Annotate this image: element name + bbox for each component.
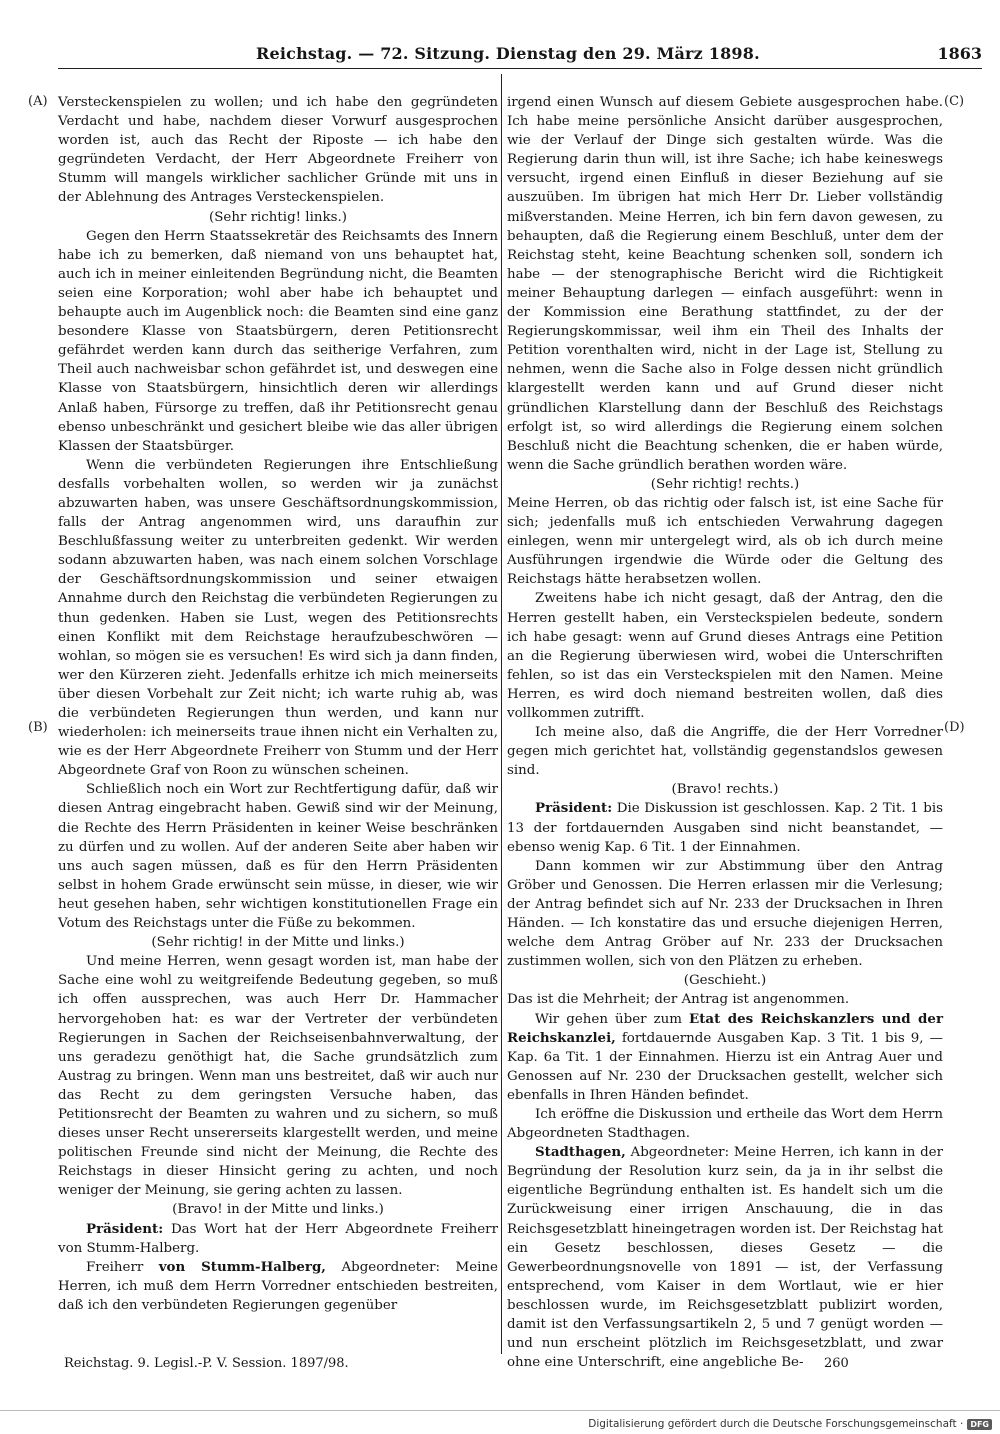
interjection: (Bravo! in der Mitte und links.) (172, 1202, 384, 1218)
signature-line: Reichstag. 9. Legisl.-P. V. Session. 1897/98. (64, 1356, 349, 1371)
dfg-logo: DFG (967, 1419, 992, 1430)
credit-rule (0, 1410, 1000, 1411)
speaker-name: von Stumm-Halberg, (158, 1258, 326, 1275)
margin-marker-d: (D) (944, 720, 965, 735)
speaker-title: Freiherr (86, 1259, 159, 1275)
speech-text: Abgeordneter: Meine Herren, ich kann in der Begründung der Resolution kurz sein, da ja in ihr selbst die eigentliche Begründung enthalten ist. Es handelt sich um die Zurückweisung einer irrigen Anschauung, die in das Reichsgesetzblatt hineingetragen worden ist. Der Reichstag hat ein Gesetz beschlossen, dieses Gesetz — die Gewerbeordnungsnovelle von 1891 — ist, der Verfassung entsprechend, vom Kaiser in dem Wortlaut, wie er hier beschlossen wurde, im Reichsgesetzblatt publizirt worden, damit ist den Verfassungsartikeln 2, 5 und 7 genügt worden — und nun erscheint plötzlich im Reichsgesetzblatt, und zwar ohne eine Unterschrift, eine angebliche Be- (507, 1145, 944, 1371)
page-title: Reichstag. — 72. Sitzung. Dienstag den 29. März 1898. (256, 44, 760, 63)
margin-marker-a: (A) (28, 94, 48, 109)
left-column (58, 93, 498, 1315)
paragraph: Gegen den Herrn Staatssekretär des Reichsamts des Innern habe ich zu bemerken, daß niemand von uns behauptet hat, auch ich in meiner einleitenden Begründung nicht, die Beamten seien eine Korporation; wohl aber habe ich behauptet und behaupte auch im Augenblick noch: die Beamten sind eine ganz besondere Klasse von Staatsbürgern, deren Petitionsrecht gefährdet werden kann durch das seitherige Verfahren, zum Theil auch nachweisbar schon gefährdet ist, und deswegen eine Klasse von Staatsbürgern, hinsichtlich deren wir allerdings Anlaß haben, Fürsorge zu treffen, daß ihr Petitionsrecht genau ebenso unbeschränkt und gesichert bleibe wie das aller übrigen Klassen der Staatsbürger. (58, 228, 498, 454)
credit-text: Digitalisierung gefördert durch die Deutsche Forschungsgemeinschaft · (588, 1418, 964, 1430)
paragraph: Wenn die verbündeten Regierungen ihre Entschließung desfalls vorbehalten wollen, so werden wir ja zunächst abzuwarten haben, was unsere Geschäftsordnungskommission, falls der Antrag angenommen wird, uns daraufhin zur Beschlußfassung weiter zu unterbreiten gedenkt. Wir werden sodann abzuwarten haben, was nach einem solchen Vorschlage der Geschäftsordnungskommission und seiner etwaigen Annahme durch den Reichstag die verbündeten Regierungen zu thun gedenken. Haben sie Lust, wegen des Petitionsrechts einen Konflikt mit dem Reichstage heraufzubeschwören — wohlan, so mögen sie es versuchen! Es wird sich ja dann finden, wer den Kürzeren zieht. Jedenfalls erhitze ich mich meinerseits über diesen Vorbehalt zur Zeit nicht; ich warte ruhig ab, was die verbündeten Regierungen thun werden, und kann nur wiederholen: ich meinerseits traue ihnen nicht ein Verhalten zu, wie es der Herr Abgeordnete Freiherr von Stumm und der Herr Abgeordnete Graf von Roon zu wünschen scheinen. (58, 457, 498, 779)
speaker-paragraph (507, 799, 943, 856)
paragraph: Ich meine also, daß die Angriffe, die der Herr Vorredner gegen mich gerichtet hat, vollständig gegenstandslos gewesen sind. (507, 725, 943, 779)
speaker-paragraph (58, 1220, 498, 1258)
text-run: fortdauernde Ausgaben Kap. 3 Tit. 1 bis 9, — Kap. 6a Tit. 1 der Einnahmen. Hierzu ist ein Antrag Auer und Genossen auf Nr. 230 der Drucksachen gestellt, welcher sich ebenfalls in Ihren Händen befindet. (507, 1030, 943, 1103)
speaker-paragraph (507, 1143, 943, 1372)
paragraph: Und meine Herren, wenn gesagt worden ist, man habe der Sache eine wohl zu weitgreifende Bedeutung gegeben, so muß ich offen aussprechen, was auch Herr Dr. Hammacher hervorgehoben hat: es war der Vertreter der verbündeten Regierungen in Sachen der Reichseisenbahnverwaltung, der uns geradezu genöthigt hat, die Sache grundsätzlich zum Austrag zu bringen. Wenn man uns bestreitet, daß wir auch nur das Recht zu dem geringsten Versuche haben, das Petitionsrecht der Beamten zu wahren und zu sichern, so muß dieses unser Recht unsererseits klargestellt werden, und meine politischen Freunde sind nicht der Meinung, die Rechte des Reichstags in dieser Hinsicht gering zu achten, und noch weniger der Meinung, sie gering achten zu lassen. (58, 954, 498, 1199)
paragraph: Das ist die Mehrheit; der Antrag ist angenommen. (507, 992, 850, 1008)
speaker-name: Präsident: (86, 1220, 164, 1237)
digitization-credit (588, 1418, 992, 1430)
margin-marker-b: (B) (28, 720, 48, 735)
interjection: (Geschieht.) (683, 973, 767, 989)
paragraph: Ich eröffne die Diskussion und ertheile das Wort dem Herrn Abgeordneten Stadthagen. (507, 1106, 943, 1142)
interjection: (Sehr richtig! in der Mitte und links.) (151, 935, 405, 951)
text-run: Wir gehen über zum (535, 1011, 690, 1027)
paragraph: irgend einen Wunsch auf diesem Gebiete ausgesprochen habe. Ich habe meine persönliche Ansicht darüber ausgesprochen, wie der Verlauf der Dinge sich gestalten würde. Was die Regierung darin thun will, ist ihre Sache; ich habe keineswegs versucht, irgend einen Einfluß in dieser Beziehung auf sie auszuüben. Im übrigen hat mich Herr Dr. Lieber vollständig mißverstanden. Meine Herren, ich bin fern davon gewesen, zu behaupten, daß die Regierung einem Beschluß, unter dem der Reichstag steht, keine Beachtung schenken soll, sondern ich habe — der stenographische Bericht wird die Richtigkeit meiner Behauptung darlegen — einfach ausgeführt: wenn in der Kommission eine Berathung stattfindet, zu der der Regierungskommissar, weil ihm ein Theil des Inhalts der Petition vorenthalten wird, nicht in der Lage ist, Stellung zu nehmen, wenn die Sache also in Folge dessen nicht gründlich klargestellt werden kann und auf Grund dieser nicht gründlichen Klarstellung dann der Beschluß des Reichstags erfolgt ist, so wird allerdings die Regierung einem solchen Beschluß nicht die Beachtung schenken, die er haben würde, wenn die Sache gründlich berathen worden wäre. (507, 95, 943, 473)
speaker-paragraph (58, 1258, 498, 1315)
speech-text: Abgeordneter: Meine Herren, ich muß dem Herrn Vorredner entschieden bestreiten, daß ich den verbündeten Regierungen gegenüber (58, 1259, 498, 1313)
sheet-number: 260 (824, 1356, 849, 1371)
paragraph: Zweitens habe ich nicht gesagt, daß der Antrag, den die Herren gestellt haben, ein Versteckspielen bedeute, sondern ich habe gesagt: wenn auf Grund dieses Antrags eine Petition an die Regierung überwiesen wird, wobei die Unterschriften fehlen, so ist das ein Versteckspielen mit den Namen. Meine Herren, es wird doch niemand bestreiten wollen, daß dies vollkommen zutrifft. (507, 591, 943, 721)
page-number: 1863 (937, 44, 982, 63)
interjection: (Sehr richtig! rechts.) (650, 476, 800, 492)
speech-text: Die Diskussion ist geschlossen. Kap. 2 Tit. 1 bis 13 der fortdauernden Ausgaben sind nicht beanstandet, — ebenso wenig Kap. 6 Tit. 1 der Einnahmen. (507, 801, 943, 855)
header-rule (58, 68, 982, 69)
interjection: (Sehr richtig! links.) (209, 209, 347, 225)
paragraph: Meine Herren, ob das richtig oder falsch ist, ist eine Sache für sich; jedenfalls muß ich entschieden Verwahrung dagegen einlegen, wenn mir untergelegt wird, als ob ich durch meine Ausführungen irgendwie die Würde oder die Geltung des Reichstags hätte herabsetzen wollen. (507, 495, 943, 588)
right-column (507, 93, 943, 1372)
speaker-name: Präsident: (535, 800, 613, 817)
paragraph: Schließlich noch ein Wort zur Rechtfertigung dafür, daß wir diesen Antrag eingebracht haben. Gewiß sind wir der Meinung, die Rechte des Herrn Präsidenten in keiner Weise beschränken zu dürfen und zu wollen. Auf der anderen Seite aber haben wir uns auch sagen müssen, daß es für den Herrn Präsidenten selbst in hohem Grade erwünscht sein müsse, in dieser, wie wir heut gesehen haben, sehr wichtigen konstitutionellen Frage ein Votum des Reichstags unter die Füße zu bekommen. (58, 782, 498, 932)
margin-marker-c: (C) (944, 94, 965, 109)
paragraph: Dann kommen wir zur Abstimmung über den Antrag Gröber und Genossen. Die Herren erlassen mir die Verlesung; der Antrag befindet sich auf Nr. 233 der Drucksachen in Ihren Händen. — Ich konstatire das und ersuche diejenigen Herren, welche dem Antrag Gröber auf Nr. 233 der Drucksachen zustimmen wollen, sich von den Plätzen zu erheben. (507, 858, 943, 970)
agenda-item: Etat des Reichskanzlers und der Reichskanzlei, (507, 1010, 943, 1046)
column-divider (501, 74, 502, 1354)
interjection: (Bravo! rechts.) (671, 782, 779, 798)
paragraph (507, 1010, 943, 1105)
speaker-name: Stadthagen, (535, 1144, 626, 1161)
speech-text: Das Wort hat der Herr Abgeordnete Freiherr von Stumm-Halberg. (58, 1221, 498, 1256)
paragraph: Versteckenspielen zu wollen; und ich habe den gegründeten Verdacht und habe, nachdem dieser Vorwurf ausgesprochen worden ist, auch das Recht der Riposte — ich habe den gegründeten Verdacht, der Herr Abgeordnete Freiherr von Stumm will mangels wirklicher sachlicher Gründe mit uns in der Ablehnung des Antrages Versteckenspielen. (58, 95, 498, 206)
